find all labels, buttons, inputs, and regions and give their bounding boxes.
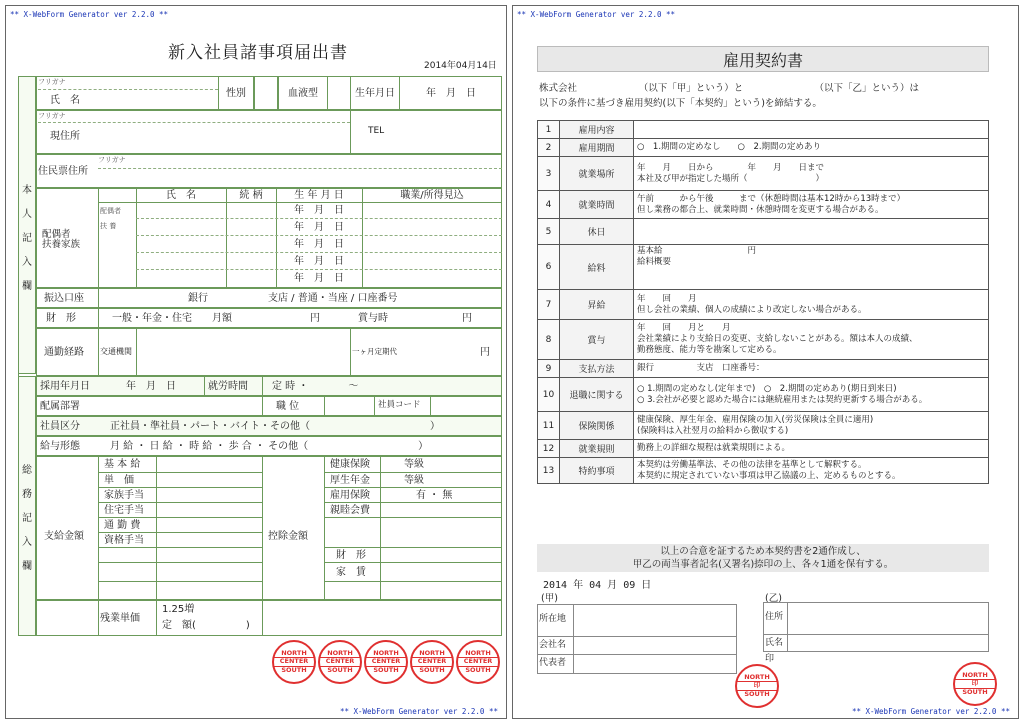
form-date: 2014年04月14日 [424, 61, 497, 71]
term-number: 12 [538, 440, 560, 458]
party-a-company-label: 会社名 [539, 639, 567, 650]
header-tag: ** X-WebForm Generator ver 2.2.0 ** [10, 10, 169, 19]
approval-stamp-1: NORTH CENTER SOUTH [272, 640, 316, 684]
dependent-label: 扶 養 [100, 222, 117, 231]
fixed-amount[interactable]: 定 額( ) [162, 619, 250, 631]
term-number: 6 [538, 245, 560, 290]
term-number: 3 [538, 157, 560, 191]
term-line [637, 125, 985, 135]
pay-amount-label: 支給金額 [44, 530, 84, 542]
contract-intro-1: 株式会社 （以下「甲」という）と （以下「乙」という）は [539, 83, 920, 94]
term-line: 会社業績により支給日の変更、支給しないことがある。額は本人の成績、 [637, 334, 918, 344]
term-number: 5 [538, 219, 560, 245]
term-content[interactable] [634, 458, 989, 484]
family-birth-5[interactable]: 年 月 日 [294, 273, 344, 284]
yen-unit: 円 [462, 312, 472, 324]
section-personal-label: 本 人 記 入 欄 [22, 184, 32, 292]
term-content[interactable] [634, 360, 989, 378]
commute-allowance-label: 通 勤 費 [104, 519, 141, 531]
dependents-label: 配偶者 扶養家族 [42, 228, 81, 250]
term-content[interactable] [634, 245, 989, 290]
name-label: 氏 名 [50, 94, 80, 106]
overtime-rate-label: 残業単価 [100, 612, 140, 624]
term-label: 特約事項 [560, 458, 634, 484]
contract-terms-table [537, 120, 989, 484]
term-line: ○ 3.会社が必要と認めた場合には継続雇用または契約更新する場合がある。 [637, 394, 928, 405]
rent-label: 家 賃 [336, 566, 366, 578]
qualification-allowance-label: 資格手当 [104, 534, 144, 546]
header-tag: ** X-WebForm Generator ver 2.2.0 ** [517, 10, 676, 19]
closing-text: 以上の合意を証するため本契約書を2通作成し、 甲乙の両当事者記名(又署名)捺印の上、各々1通を保有する。 [537, 544, 989, 572]
term-line: 健康保険、厚生年金、雇用保険の加入(労災保険は全員に適用) [637, 414, 874, 425]
term-label: 休日 [560, 219, 634, 245]
term-content[interactable] [634, 290, 989, 320]
term-line: 年 月 日から 年 月 日まで [637, 162, 825, 173]
employment-insurance-label: 雇用保険 [330, 489, 370, 501]
gender-label: 性別 [226, 87, 246, 99]
pay-type-value[interactable]: 月 給 ・ 日 給 ・ 時 給 ・ 歩 合 ・ その他（ ） [110, 440, 429, 452]
party-a-rep-label: 代表者 [539, 658, 567, 669]
approval-stamp-2: NORTH CENTER SOUTH [318, 640, 362, 684]
party-b-name-label: 氏名 [765, 637, 784, 648]
tel-label: TEL [368, 126, 385, 137]
term-line: 年 回 月と 月 [637, 323, 731, 333]
term-line: 本社及び甲が指定した場所（ ） [637, 173, 825, 184]
insurance-yes-no[interactable]: 有 ・ 無 [416, 489, 453, 501]
term-label: 保険関係 [560, 412, 634, 440]
bank-account-label: 振込口座 [44, 292, 84, 304]
grade-label-1: 等級 [404, 459, 424, 470]
contract-term-row [538, 458, 989, 484]
department-label: 配属部署 [40, 400, 80, 412]
furigana-label: フリガナ [38, 78, 66, 87]
term-line: ○ 1.期間の定めなし(定年まで) ○ 2.期間の定めあり(期日到来日) [637, 383, 897, 394]
term-content[interactable] [634, 157, 989, 191]
family-name-header: 氏 名 [166, 189, 196, 201]
term-line: 給料概要 [637, 257, 672, 267]
family-birth-header: 生 年 月 日 [294, 189, 344, 201]
contract-term-row [538, 320, 989, 360]
bank-account-value[interactable]: 銀行 支店 / 普通・当座 / 口座番号 [188, 292, 398, 304]
signature-date: 2014 年 04 月 09 日 [543, 580, 652, 591]
yen-unit: 円 [310, 312, 320, 324]
contract-term-row [538, 245, 989, 290]
contract-term-row [538, 121, 989, 139]
term-number: 9 [538, 360, 560, 378]
term-content[interactable] [634, 378, 989, 412]
contract-term-row [538, 219, 989, 245]
term-label: 昇給 [560, 290, 634, 320]
grade-label-2: 等級 [404, 474, 424, 486]
party-b-seal-stamp: NORTH 印 SOUTH [953, 662, 997, 706]
term-content[interactable] [634, 440, 989, 458]
approval-stamp-3: NORTH CENTER SOUTH [364, 640, 408, 684]
term-content[interactable] [634, 320, 989, 360]
term-line: 但し会社の業績、個人の成績により改定しない場合がある。 [637, 304, 867, 315]
term-number: 7 [538, 290, 560, 320]
term-label: 支払方法 [560, 360, 634, 378]
position-label: 職 位 [276, 400, 300, 412]
term-line: ○ 1.期間の定めなし ○ 2.期間の定めあり [637, 142, 822, 152]
section-admin-label: 総 務 記 入 欄 [22, 464, 32, 572]
deduction-label: 控除金額 [268, 530, 308, 542]
term-line [637, 268, 985, 278]
term-line [637, 278, 985, 288]
term-line [637, 227, 985, 237]
family-birth-2[interactable]: 年 月 日 [294, 221, 344, 233]
unit-price-label: 単 価 [104, 474, 134, 486]
term-line: (保険料は入社翌月の給料から徴収する) [637, 425, 789, 436]
term-number: 11 [538, 412, 560, 440]
health-insurance-label: 健康保険 [330, 459, 370, 470]
work-hours-value[interactable]: 定 時 ・ 〜 [272, 380, 359, 392]
term-number: 13 [538, 458, 560, 484]
pension-label: 厚生年金 [330, 474, 370, 486]
contract-term-row [538, 139, 989, 157]
work-hours-label: 就労時間 [208, 380, 248, 392]
party-a-address-label: 所在地 [539, 614, 567, 625]
term-content[interactable] [634, 191, 989, 219]
term-line: 基本給 円 [637, 246, 757, 256]
term-label: 就業規則 [560, 440, 634, 458]
transport-label: 交通機関 [100, 346, 132, 356]
term-label: 賞与 [560, 320, 634, 360]
footer-tag: ** X-WebForm Generator ver 2.2.0 ** [851, 707, 1010, 716]
address-label: 現住所 [50, 130, 80, 142]
savings-deduction-label: 財 形 [336, 549, 366, 561]
resident-address-label: 住民票住所 [38, 165, 88, 177]
pay-type-label: 給与形態 [40, 440, 80, 452]
blood-type-label: 血液型 [288, 87, 318, 99]
term-label: 就業場所 [560, 157, 634, 191]
form-title: 新入社員諸事項届出書 [168, 43, 348, 63]
term-content[interactable] [634, 219, 989, 245]
hire-date-value[interactable]: 年 月 日 [126, 380, 176, 392]
contract-term-row [538, 157, 989, 191]
term-number: 8 [538, 320, 560, 360]
party-b-box [763, 602, 989, 652]
term-line: 年 回 月 [637, 293, 697, 304]
term-label: 退職に関する [560, 378, 634, 412]
contract-term-row [538, 412, 989, 440]
savings-label: 財 形 [46, 312, 76, 324]
party-b-seal-label: 印 [765, 654, 775, 665]
employee-type-label: 社員区分 [40, 420, 80, 432]
contract-intro-2: 以下の条件に基づき雇用契約(以下「本契約」という)を締結する。 [539, 98, 822, 109]
contract-term-row [538, 378, 989, 412]
contract-term-row [538, 191, 989, 219]
family-income-header: 職業/所得見込 [400, 189, 464, 201]
approval-stamp-5: NORTH CENTER SOUTH [456, 640, 500, 684]
term-line: 銀行 支店 口座番号： [637, 363, 765, 373]
birthdate-value[interactable]: 年 月 日 [426, 87, 476, 99]
employment-contract [512, 5, 1019, 719]
party-a-label: (甲) [541, 593, 558, 604]
savings-value[interactable]: 一般・年金・住宅 月額 [112, 312, 232, 324]
term-label: 就業時間 [560, 191, 634, 219]
approval-stamp-4: NORTH CENTER SOUTH [410, 640, 454, 684]
contract-term-row [538, 290, 989, 320]
term-line: 午前 から午後 まで（休憩時間は基本12時から13時まで） [637, 193, 906, 204]
party-a-seal-stamp: NORTH 印 SOUTH [735, 664, 779, 708]
term-number: 2 [538, 139, 560, 157]
term-line: 本契約に規定されていない事項は甲乙協議の上、定めるものとする。 [637, 470, 901, 481]
commute-label: 通勤経路 [44, 346, 84, 358]
employee-code-label: 社員コード [378, 400, 421, 411]
term-line: 但し業務の都合上、就業時間・休憩時間を変更する場合がある。 [637, 204, 884, 215]
family-relation-header: 続 柄 [239, 189, 263, 201]
term-content[interactable] [634, 121, 989, 139]
employee-type-value[interactable]: 正社員・準社員・パート・バイト・その他（ ） [110, 420, 440, 432]
employee-registration-form [5, 5, 507, 719]
family-birth-1[interactable]: 年 月 日 [294, 205, 344, 216]
term-label: 雇用期間 [560, 139, 634, 157]
furigana-label: フリガナ [98, 156, 126, 165]
family-birth-3[interactable]: 年 月 日 [294, 238, 344, 250]
contract-term-row [538, 440, 989, 458]
term-line: 本契約は労働基準法、その他の法律を基準として解釈する。 [637, 459, 867, 470]
contract-title: 雇用契約書 [537, 46, 989, 72]
term-content[interactable] [634, 139, 989, 157]
term-line: 勤務上の詳細な規程は就業規則による。 [637, 443, 791, 453]
term-label: 給料 [560, 245, 634, 290]
housing-allowance-label: 住宅手当 [104, 504, 144, 516]
term-number: 4 [538, 191, 560, 219]
basic-salary-label: 基 本 給 [104, 459, 141, 470]
term-label: 雇用内容 [560, 121, 634, 139]
family-allowance-label: 家族手当 [104, 489, 144, 501]
contract-term-row [538, 360, 989, 378]
bonus-label: 賞与時 [358, 312, 388, 324]
social-fee-label: 親睦会費 [330, 504, 370, 516]
term-number: 1 [538, 121, 560, 139]
overtime-multiplier: 1.25増 [162, 603, 195, 615]
term-content[interactable] [634, 412, 989, 440]
monthly-pass-label: 一ヶ月定期代 [352, 346, 397, 356]
yen-unit: 円 [480, 346, 490, 358]
hire-date-label: 採用年月日 [40, 380, 90, 392]
party-b-label: (乙) [765, 593, 782, 604]
party-b-address-label: 住所 [765, 612, 784, 623]
furigana-label: フリガナ [38, 112, 66, 121]
birthdate-label: 生年月日 [355, 87, 395, 99]
spouse-label: 配偶者 [100, 207, 121, 216]
term-line: 勤務態度、能力等を勘案して定める。 [637, 345, 782, 355]
family-birth-4[interactable]: 年 月 日 [294, 255, 344, 267]
footer-tag: ** X-WebForm Generator ver 2.2.0 ** [339, 707, 498, 716]
term-number: 10 [538, 378, 560, 412]
